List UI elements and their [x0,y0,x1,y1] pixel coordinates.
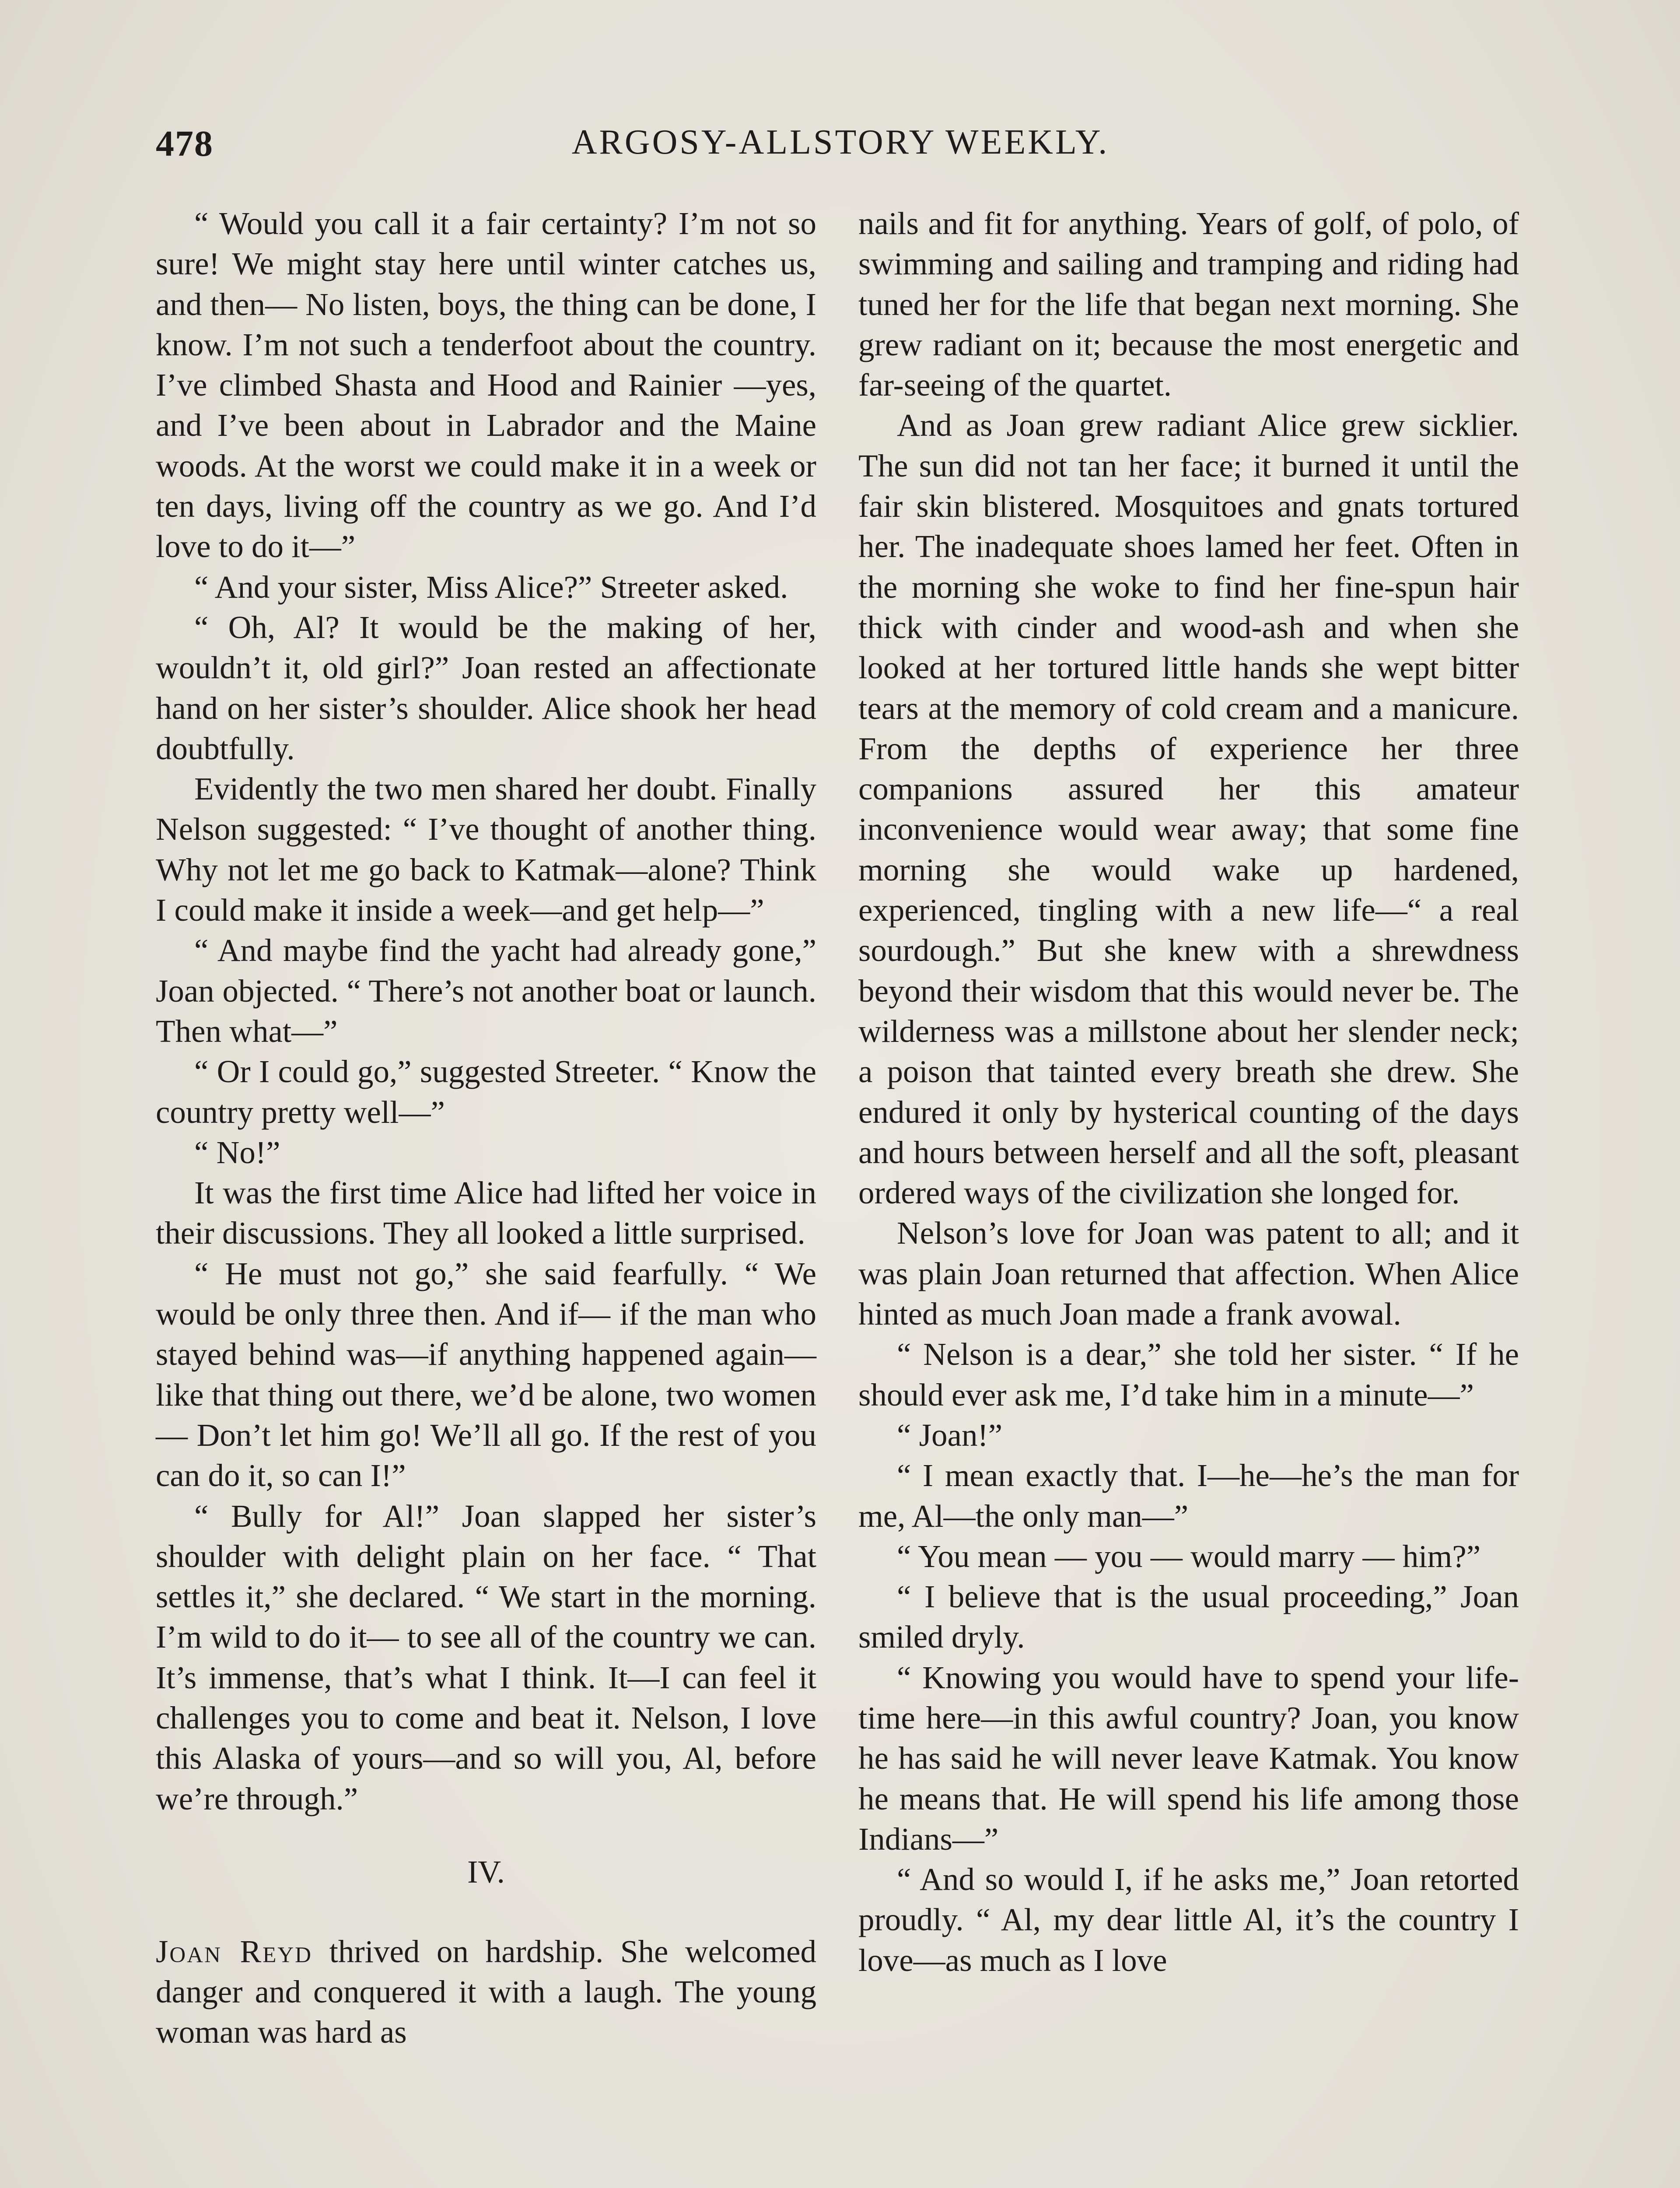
paragraph: “ I believe that is the usual proceeding,” Joan smiled dryly. [858,1579,1519,1655]
paragraph: “ Oh, Al? It would be the making of her, wouldn’t it, old girl?” Joan rested an affectionate hand on her sister’s shoulder. Alice shook her head doubtfully. [156,609,816,766]
paragraph: “ He must not go,” she said fearfully. “ We would be only three then. And if— if the man who stayed behind was—if anything happened again—like that thing out there, we’d be alone, two women— Don’t let him go! We’ll all go. If the rest of you can do it, so can I!” [156,1255,816,1494]
paragraph: “ Knowing you would have to spend your life-time here—in this awful country? Joan, you know he has said he will never leave Katmak. You know he means that. He will spend his life among those Indians—” [858,1659,1519,1857]
paragraph: “ Would you call it a fair certainty? I’m not so sure! We might stay here until winter catches us, and then— No listen, boys, the thing can be done, I know. I’m not such a tenderfoot about the country. I’ve climbed Shasta and Hood and Rainier —yes, and I’ve been about in Labrador and the Maine woods. At the worst we could make it in a week or ten days, living off the country as we go. And I’d love to do it—” [156,206,816,565]
paragraph: And as Joan grew radiant Alice grew sicklier. The sun did not tan her face; it burned it until the fair skin blistered. Mosquitoes and gnats tortured her. The inadequate shoes lamed her feet. Often in the morning she woke to find her fine-spun hair thick with cinder and wood-ash and when she looked at her tortured little hands she wept bitter tears at the memory of cold cream and a manicure. From the depths of experience her three companions assured her this amateur inconvenience would wear away; that some fine morning she would wake up hardened, experienced, tingling with a new life—“ a real sourdough.” But she knew with a shrewdness beyond their wisdom that this would never be. The wilderness was a millstone about her slender neck; a poison that tainted every breath she drew. She endured it only by hysterical counting of the days and hours between herself and all the soft, pleasant ordered ways of the civilization she longed for. [858,407,1519,1211]
opening-text: thrived on hardship. She welcomed danger and conquered it with a laugh. The young woman was hard as [156,1933,817,2050]
paragraph: It was the first time Alice had lifted her voice in their discussions. They all looked a little surprised. [156,1175,816,1251]
paragraph-continued: nails and fit for anything. Years of golf, of polo, of swimming and sailing and tramping and riding had tuned her for the life that began next morning. She grew radiant on it; because the most energetic and far-seeing of the quartet. [858,206,1519,403]
paragraph: Nelson’s love for Joan was patent to all; and it was plain Joan returned that affection. When Alice hinted as much Joan made a frank avowal. [858,1215,1519,1332]
paragraph: “ I mean exactly that. I—he—he’s the man for me, Al—the only man—” [858,1458,1519,1534]
running-head: ARGOSY-ALLSTORY WEEKLY. [571,123,1110,161]
paragraph: “ And your sister, Miss Alice?” Streeter asked. [194,569,788,605]
paragraph: “ You mean — you — would marry — him?” [897,1538,1481,1574]
paragraph: “ Or I could go,” suggested Streeter. “ Know the country pretty well—” [156,1054,816,1130]
paragraph: Evidently the two men shared her doubt. Finally Nelson suggested: “ I’ve thought of another thing. Why not let me go back to Katmak—alone? Think I could make it inside a week—and get help—” [156,771,816,928]
paragraph: “ No!” [194,1134,280,1170]
section-opening-paragraph [156,1932,816,2053]
page-number: 478 [156,123,214,164]
section-heading: IV. [467,1854,505,1890]
paragraph: “ Bully for Al!” Joan slapped her sister’s shoulder with delight plain on her face. “ That settles it,” she declared. “ We start in the morning. I’m wild to do it— to see all of the country we can. It’s immense, that’s what I think. It—I can feel it challenges you to come and beat it. Nelson, I love this Alaska of yours—and so will you, Al, before we’re through.” [156,1498,816,1816]
paragraph: “ And maybe find the yacht had already gone,” Joan objected. “ There’s not another boat or launch. Then what—” [156,933,816,1049]
page-header [156,123,1525,175]
paragraph: “ Joan!” [897,1417,1003,1453]
left-column [156,203,816,2053]
paragraph: “ Nelson is a dear,” she told her sister. “ If he should ever ask me, I’d take him in a minute—” [858,1336,1519,1413]
opening-small-caps: Joan Reyd [156,1933,313,1969]
right-column [858,203,1519,1981]
paragraph: “ And so would I, if he asks me,” Joan retorted proudly. “ Al, my dear little Al, it’s the country I love—as much as I love [858,1862,1519,1978]
